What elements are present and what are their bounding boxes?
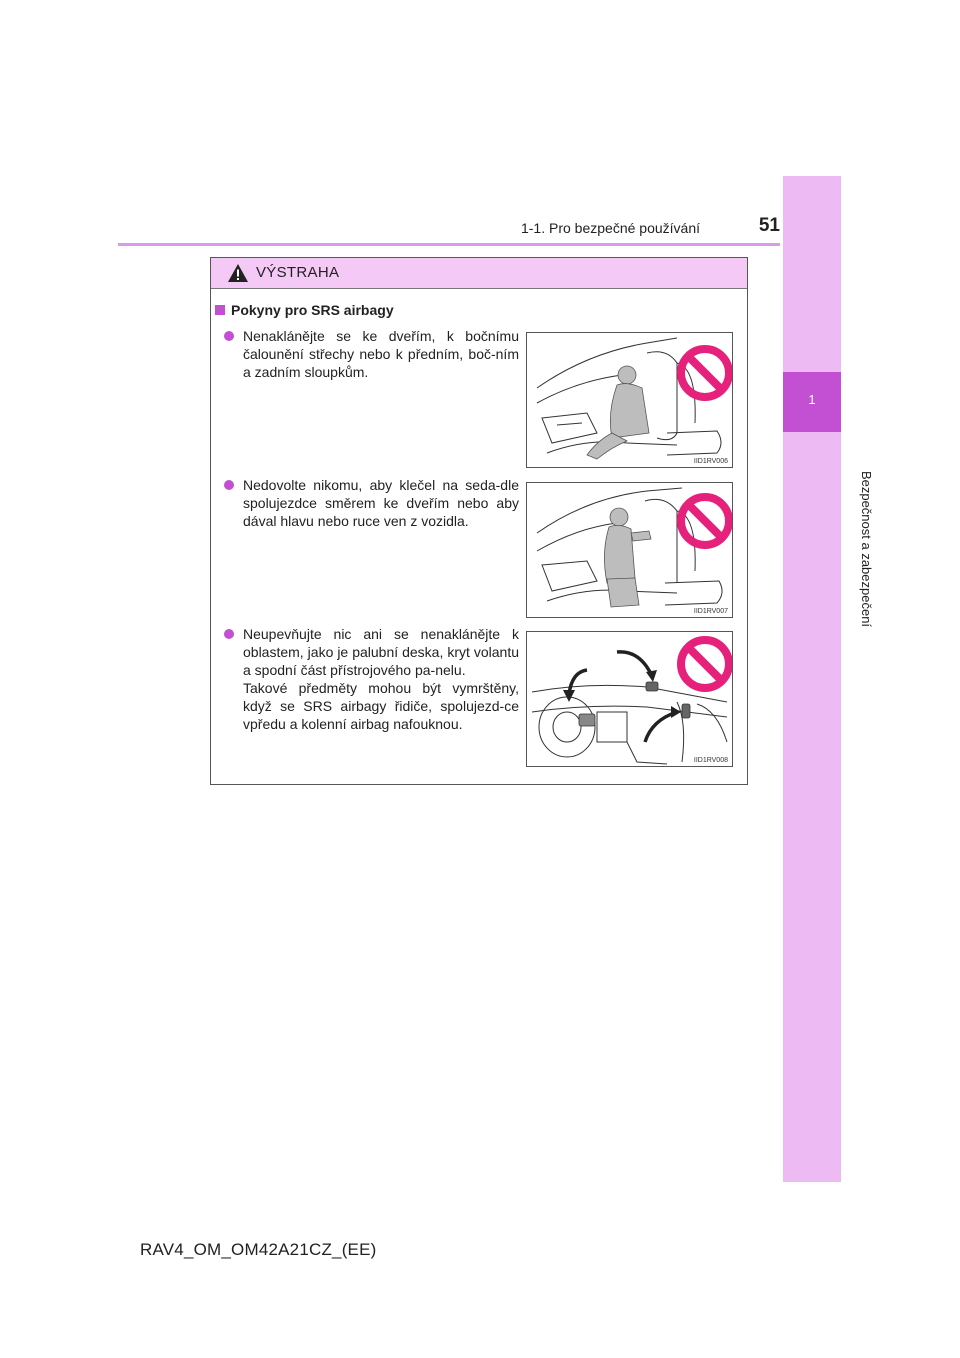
warning-label: VÝSTRAHA	[256, 264, 340, 281]
figure-caption: IID1RV007	[693, 608, 728, 615]
list-item	[224, 625, 519, 733]
list-item	[224, 476, 519, 530]
warning-heading-text: Pokyny pro SRS airbagy	[231, 302, 394, 318]
item-text-p1: Neupevňujte nic ani se nenaklánějte k oblastem, jako je palubní deska, kryt volantu a spodní část přístrojového pa-nelu.	[243, 626, 519, 678]
square-bullet-icon	[215, 305, 225, 315]
item-text	[243, 625, 519, 733]
chapter-number: 1	[808, 392, 816, 407]
warning-box	[210, 257, 748, 785]
round-bullet-icon	[224, 629, 234, 639]
warning-header	[211, 258, 747, 289]
warning-heading	[215, 302, 394, 318]
prohibition-icon	[681, 497, 729, 545]
round-bullet-icon	[224, 331, 234, 341]
warning-triangle-icon	[227, 263, 249, 283]
round-bullet-icon	[224, 480, 234, 490]
chapter-title: Bezpečnost a zabezpečení	[859, 470, 874, 628]
figure-caption: IID1RV006	[693, 458, 728, 465]
figure-caption: IID1RV008	[693, 757, 728, 764]
figure-leaning-on-door	[526, 332, 733, 468]
page-number: 51	[758, 215, 780, 236]
document-code: RAV4_OM_OM42A21CZ_(EE)	[140, 1240, 377, 1259]
item-text: Nenaklánějte se ke dveřím, k bočnímu čalounění střechy nebo k předním, boč-ním a zadním sloupkům.	[243, 328, 519, 380]
prohibition-icon	[681, 640, 729, 688]
car-interior-illustration-3	[527, 632, 733, 767]
figure-kneeling-on-seat	[526, 482, 733, 618]
car-interior-illustration-2	[527, 483, 733, 618]
chapter-side-tab	[783, 176, 841, 1182]
item-text-p2: Takové předměty mohou být vymrštěny, když se SRS airbagy řidiče, spolujezd-ce vpředu a kolenní airbag nafouknou.	[243, 680, 519, 732]
list-item	[224, 327, 519, 381]
figure-dashboard-objects	[526, 631, 733, 767]
header-rule	[118, 243, 780, 246]
item-text: Nedovolte nikomu, aby klečel na seda-dle spolujezdce směrem ke dveřím nebo aby dával hlavu nebo ruce ven z vozidla.	[243, 477, 519, 529]
car-interior-illustration-1	[527, 333, 733, 468]
section-title: 1-1. Pro bezpečné používání	[520, 220, 700, 236]
